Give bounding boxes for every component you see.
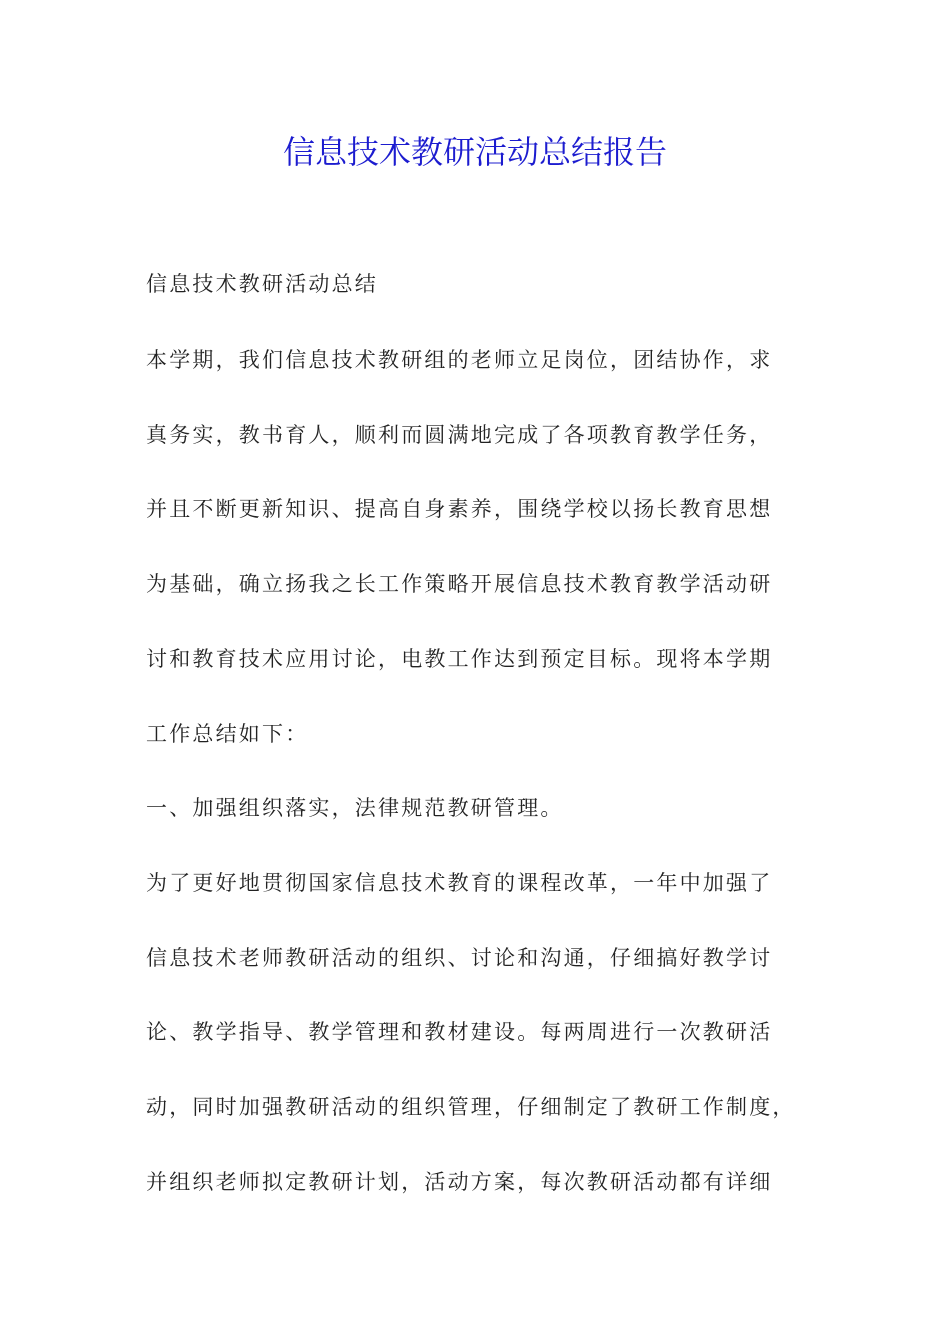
paragraph-line: 并组织老师拟定教研计划，活动方案，每次教研活动都有详细 [146, 1170, 773, 1194]
section-heading: 一、加强组织落实，法律规范教研管理。 [146, 796, 564, 820]
paragraph-line: 信息技术老师教研活动的组织、讨论和沟通，仔细搞好教学讨 [146, 946, 773, 970]
paragraph-line: 工作总结如下： [146, 722, 309, 746]
section-heading: 信息技术教研活动总结 [146, 272, 378, 296]
paragraph-line: 论、教学指导、教学管理和教材建设。每两周进行一次教研活 [146, 1020, 773, 1044]
paragraph-line: 本学期，我们信息技术教研组的老师立足岗位，团结协作，求 [146, 348, 773, 372]
page-title: 信息技术教研活动总结报告 [282, 133, 667, 171]
paragraph-line: 真务实，教书育人，顺利而圆满地完成了各项教育教学任务， [146, 423, 773, 447]
paragraph-line: 讨和教育技术应用讨论，电教工作达到预定目标。现将本学期 [146, 647, 773, 671]
paragraph-line: 动，同时加强教研活动的组织管理，仔细制定了教研工作制度， [146, 1095, 796, 1119]
paragraph-line: 并且不断更新知识、提高自身素养，围绕学校以扬长教育思想 [146, 497, 773, 521]
paragraph-line: 为基础，确立扬我之长工作策略开展信息技术教育教学活动研 [146, 572, 773, 596]
paragraph-line: 为了更好地贯彻国家信息技术教育的课程改革，一年中加强了 [146, 871, 773, 895]
